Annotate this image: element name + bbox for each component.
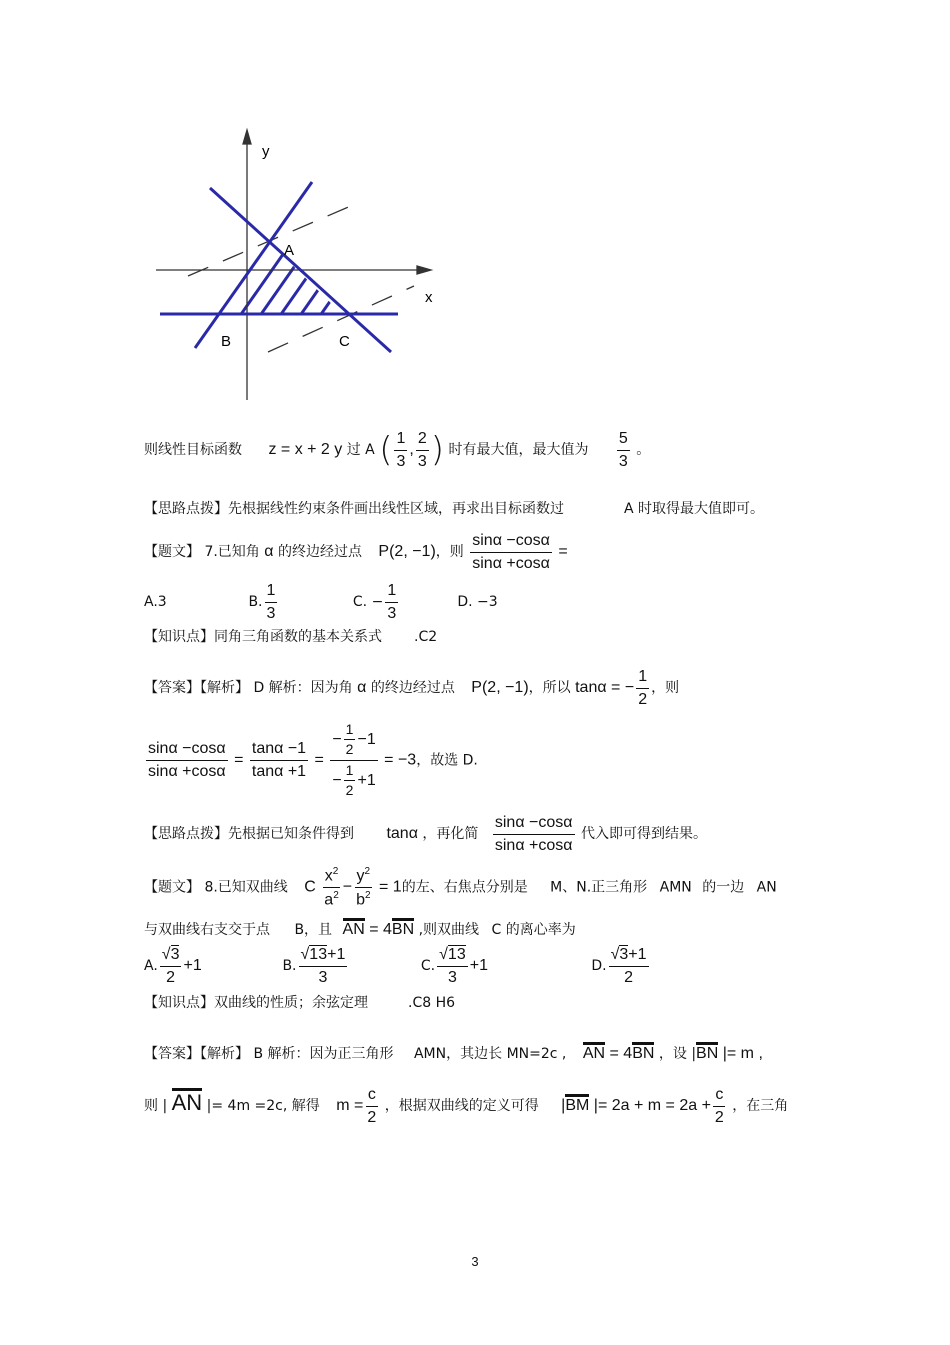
text: 的终边经过点 <box>370 680 455 697</box>
point-c-label: C <box>339 333 350 350</box>
vector-bn: BN <box>392 918 414 938</box>
text: 则线性目标函数 <box>144 442 242 459</box>
tag: 【答案】【解析】 <box>144 1046 249 1062</box>
text: C 的离心率为 <box>491 922 576 938</box>
text: 【思路点拨】先根据线性约束条件画出线性区域，再求出目标函数过 <box>144 501 564 517</box>
answer-line-max-value <box>144 430 650 470</box>
abs-bar: | <box>561 1097 566 1115</box>
fraction: $\frac{\tan\alpha -1}{\tan\alpha +1}$ <box>251 740 307 780</box>
option-d: D. $\frac{√3+1}{2}$ <box>591 946 647 986</box>
knowledge-point-8 <box>144 996 455 1010</box>
text: 的左、右焦点分别是 <box>401 879 528 896</box>
tag: 【题文】 <box>144 544 200 561</box>
text: 的终边经过点 <box>277 544 362 561</box>
x-axis-label: x <box>425 289 433 306</box>
comma: , <box>409 441 414 459</box>
vector-an: AN <box>583 1042 605 1062</box>
max-value-fraction: $\frac{5}{3}$ <box>618 430 628 470</box>
text: |= 2a + m = 2a + <box>593 1097 711 1115</box>
option-a: A.3 <box>144 594 167 611</box>
tag: 【题文】 <box>144 879 200 896</box>
text: ，则 <box>651 680 680 697</box>
fraction: $\frac{2}{3}$ <box>417 430 427 470</box>
page-number: 3 <box>471 1254 479 1269</box>
text: D 解析：因为角 <box>253 680 353 697</box>
text: |= m , <box>722 1045 763 1062</box>
text: 的一边 <box>702 879 745 896</box>
text: 。 <box>636 442 651 459</box>
equals: = <box>314 751 324 769</box>
text: ，其边长 <box>446 1046 503 1062</box>
text: B，且 <box>294 922 333 938</box>
result: = −3 <box>384 751 417 769</box>
constraint-lines <box>160 182 398 352</box>
right-paren: ) <box>430 430 444 471</box>
option-b: B. $\frac{1}{3}$ <box>248 582 276 622</box>
tan-expr: tanα = − <box>575 679 635 697</box>
triangle-amn: AMN <box>413 1046 447 1062</box>
hint-line-7 <box>144 814 707 854</box>
fraction: $\frac{\sin\alpha -\cos\alpha}{\sin\alpha +\cos\alpha}$ <box>148 740 226 780</box>
knowledge-point-7 <box>144 630 437 644</box>
text: |= 4m =2c, 解得 <box>206 1098 320 1115</box>
curve-c: C <box>304 878 316 896</box>
text: A 时取得最大值即可。 <box>624 501 765 517</box>
vector-bn: BN <box>632 1042 654 1062</box>
objective-level-lines <box>188 202 414 352</box>
question-8-options <box>144 946 651 986</box>
text: ，根据双曲线的定义可得 <box>384 1098 539 1115</box>
answer-8-line <box>144 1042 763 1062</box>
code: .C8 H6 <box>408 995 456 1011</box>
text: 7.已知角 <box>204 544 260 561</box>
point: P(2, −1) <box>378 543 436 561</box>
text: 8.已知双曲线 <box>204 879 288 896</box>
compound-fraction: − $\frac{1}{2}$ −1 − $\frac{1}{2}$ +1 <box>332 721 376 799</box>
fraction: $\frac{1}{3}$ <box>396 430 406 470</box>
fraction: $\frac{\sin\alpha -\cos\alpha}{\sin\alpha +\cos\alpha}$ <box>472 532 550 572</box>
side-an: AN <box>756 879 777 896</box>
tan-alpha: tanα <box>386 825 418 843</box>
option-a: A. $\frac{√3}{2}$ +1 <box>144 946 202 986</box>
fraction: $\frac{\sin\alpha -\cos\alpha}{\sin\alpha +\cos\alpha}$ <box>494 814 573 854</box>
question-8-line-2 <box>144 918 576 938</box>
linear-region-figure <box>0 0 950 420</box>
text: 过 A <box>346 442 375 459</box>
equals: = 4 <box>609 1045 633 1062</box>
tag: 【答案】【解析】 <box>144 680 249 697</box>
solution-7-equation <box>144 722 478 799</box>
option-c: C. − $\frac{1}{3}$ <box>352 582 397 622</box>
side-length: MN=2c , <box>506 1046 567 1062</box>
vector-an: AN <box>343 918 365 938</box>
text: 【思路点拨】先根据已知条件得到 <box>144 826 354 843</box>
option-d: D. −3 <box>457 594 498 611</box>
question-7-line <box>144 532 568 572</box>
equals: = <box>234 751 244 769</box>
text: ，设 | <box>658 1046 697 1062</box>
objective-function: z = x + 2 y <box>268 441 343 459</box>
answer-8-line-2: 则 | AN |= 4m =2c, 解得 m = $\frac{c}{2}$ ，根据双曲线的定义可得 |BM |= 2a + m = 2a + $\frac{c}{2}$ ，在三角 <box>144 1086 789 1126</box>
code: .C2 <box>414 629 438 645</box>
point-b-label: B <box>221 333 232 350</box>
text: 则 | <box>144 1098 168 1115</box>
equals: = <box>558 543 568 561</box>
equals-one: = 1 <box>379 878 402 896</box>
fraction: $\frac{x^2}{a^2}$ <box>324 866 339 909</box>
m-eq: m = <box>336 1097 364 1115</box>
text: 【知识点】同角三角函数的基本关系式 <box>144 629 382 645</box>
alpha: α <box>264 543 274 561</box>
option-b: B. $\frac{√13+1}{3}$ <box>282 946 346 986</box>
triangle-amn: AMN <box>659 879 692 896</box>
text: 代入即可得到结果。 <box>580 826 707 843</box>
point: P(2, −1) <box>471 679 529 697</box>
question-7-options <box>144 582 498 622</box>
text: ，故选 D. <box>416 752 478 769</box>
text: 与双曲线右支交于点 <box>144 922 270 938</box>
left-paren: ( <box>379 430 393 471</box>
option-c: C. $\frac{√13}{3}$ +1 <box>420 946 488 986</box>
text: ，再化简 <box>422 826 479 843</box>
vector-an: AN <box>171 1090 203 1116</box>
answer-7-line: 【答案】【解析】 D 解析：因为角 α 的终边经过点 P(2, −1)，所以 tanα = − $\frac{1}{2}$ ，则 <box>144 668 680 708</box>
hint-line-1 <box>144 502 764 516</box>
text: 时有最大值，最大值为 <box>448 442 589 459</box>
text: 【知识点】双曲线的性质；余弦定理 <box>144 995 368 1011</box>
question-8-line: 【题文】 8.已知双曲线 C $\frac{x^2}{a^2}$ − $\frac{y^2}{b^2}$ = 1的左、右焦点分别是 M、N.正三角形 AMN 的一边 AN <box>144 866 777 909</box>
equals: = 4 <box>369 921 392 938</box>
text: B 解析：因为正三角形 <box>253 1046 394 1062</box>
text: ，则 <box>435 544 464 561</box>
text: ,则双曲线 <box>418 922 480 938</box>
text: ，所以 <box>528 680 571 697</box>
y-axis-label: y <box>262 143 270 160</box>
alpha: α <box>357 679 367 697</box>
fraction: $\frac{y^2}{b^2}$ <box>356 866 371 909</box>
point-a-label: A <box>284 242 295 259</box>
text: ，在三角 <box>732 1098 789 1115</box>
vector-bn: BN <box>696 1042 718 1062</box>
vector-bm: BM <box>565 1094 589 1114</box>
text: M、N.正三角形 <box>550 879 648 896</box>
